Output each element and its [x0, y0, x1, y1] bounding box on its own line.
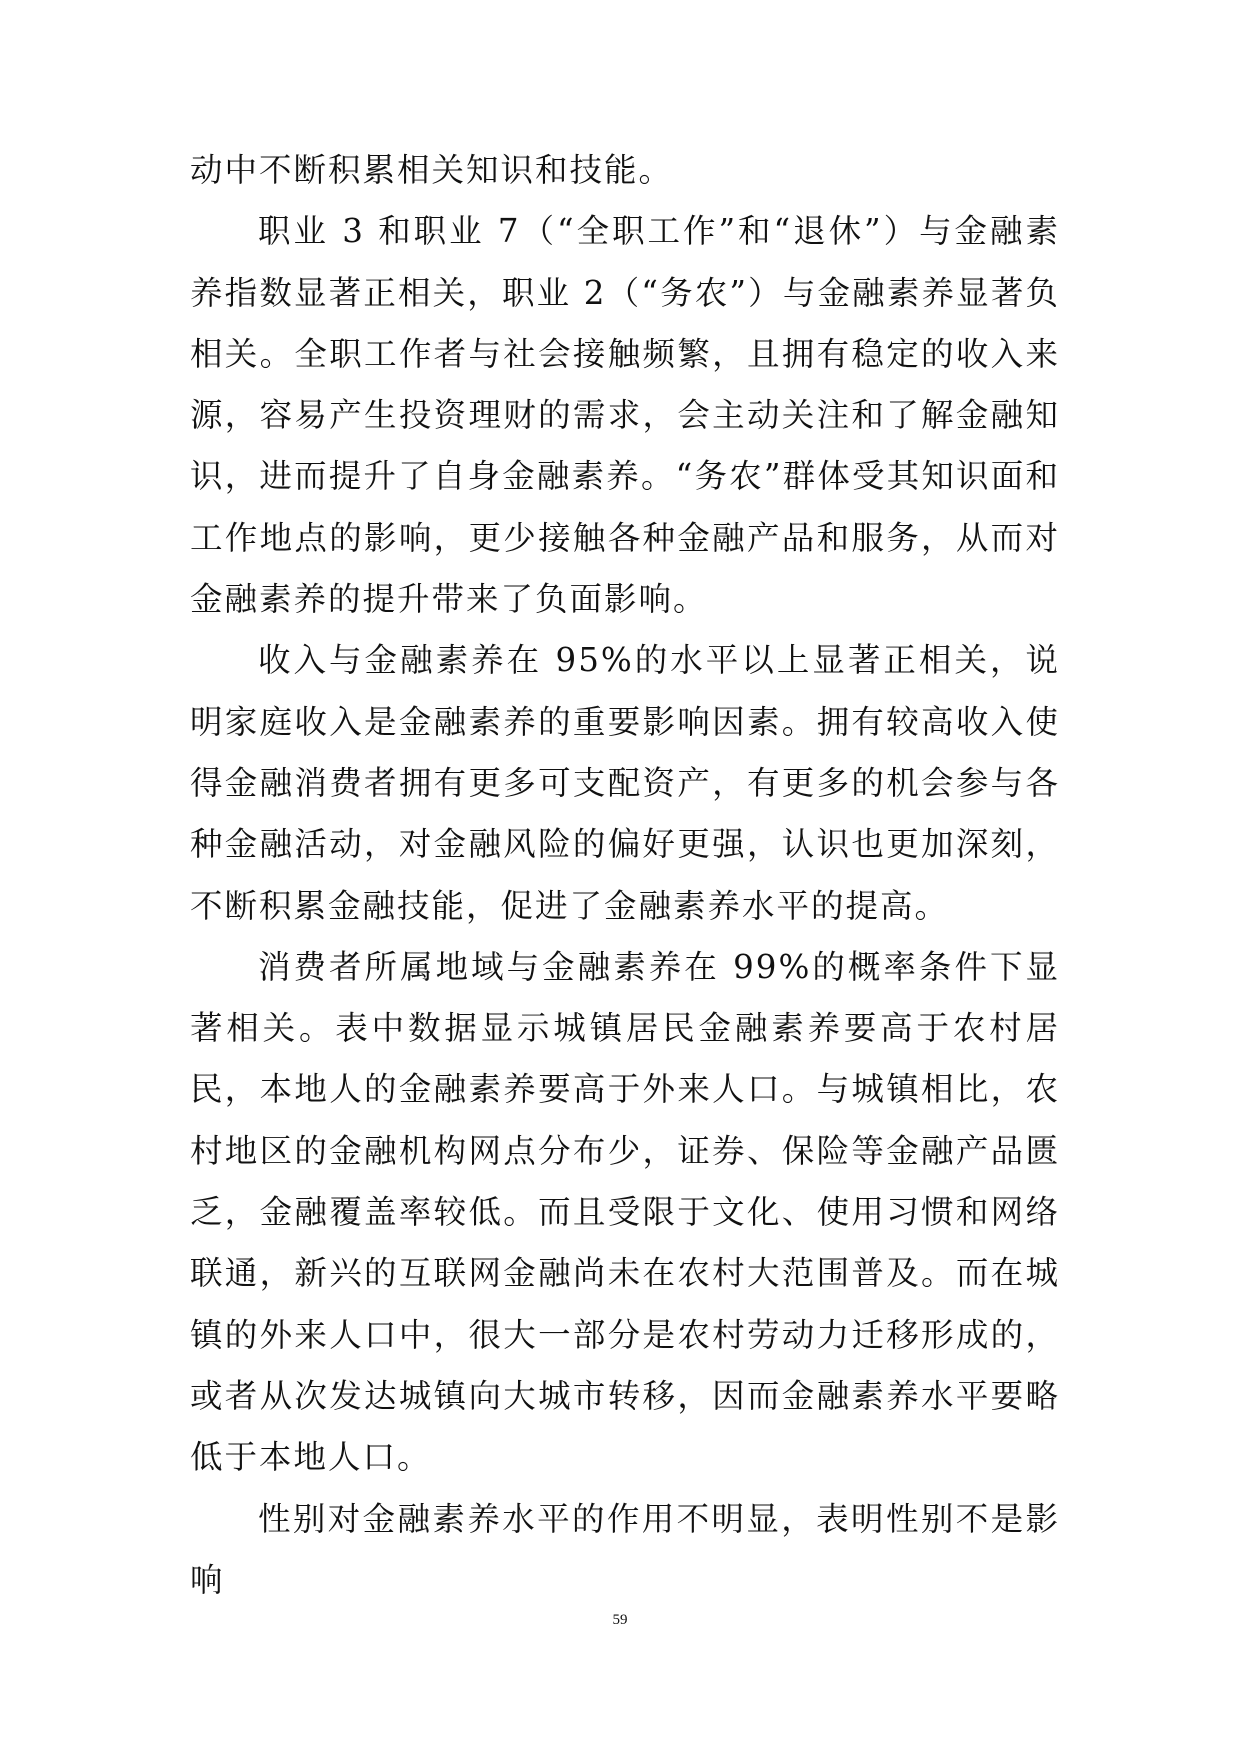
paragraph-region: 消费者所属地域与金融素养在 99%的概率条件下显著相关。表中数据显示城镇居民金融素养要高于农村居民，本地人的金融素养要高于外来人口。与城镇相比，农村地区的金融机构网点分布少，证券、保险等金融产品匮乏，金融覆盖率较低。而且受限于文化、使用习惯和网络联通，新兴的互联网金融尚未在农村大范围普及。而在城镇的外来人口中，很大一部分是农村劳动力迁移形成的，或者从次发达城镇向大城市转移，因而金融素养水平要略低于本地人口。: [190, 947, 1060, 1477]
paragraph-continuation: 动中不断积累相关知识和技能。: [190, 151, 674, 189]
page-number: 59: [612, 1612, 628, 1628]
body-text: [190, 140, 1060, 1611]
paragraph-gender: 性别对金融素养水平的作用不明显，表明性别不是影响: [190, 1499, 1060, 1599]
paragraph-occupation: 职业 3 和职业 7（“全职工作”和“退休”）与金融素养指数显著正相关，职业 2（“务农”）与金融素养显著负相关。全职工作者与社会接触频繁，且拥有稳定的收入来源，容易产生投资理财的需求，会主动关注和了解金融知识，进而提升了自身金融素养。“务农”群体受其知识面和工作地点的影响，更少接触各种金融产品和服务，从而对金融素养的提升带来了负面影响。: [190, 212, 1060, 619]
paragraph-income: 收入与金融素养在 95%的水平以上显著正相关，说明家庭收入是金融素养的重要影响因素。拥有较高收入使得金融消费者拥有更多可支配资产，有更多的机会参与各种金融活动，对金融风险的偏好更强，认识也更加深刻，不断积累金融技能，促进了金融素养水平的提高。: [190, 641, 1060, 925]
